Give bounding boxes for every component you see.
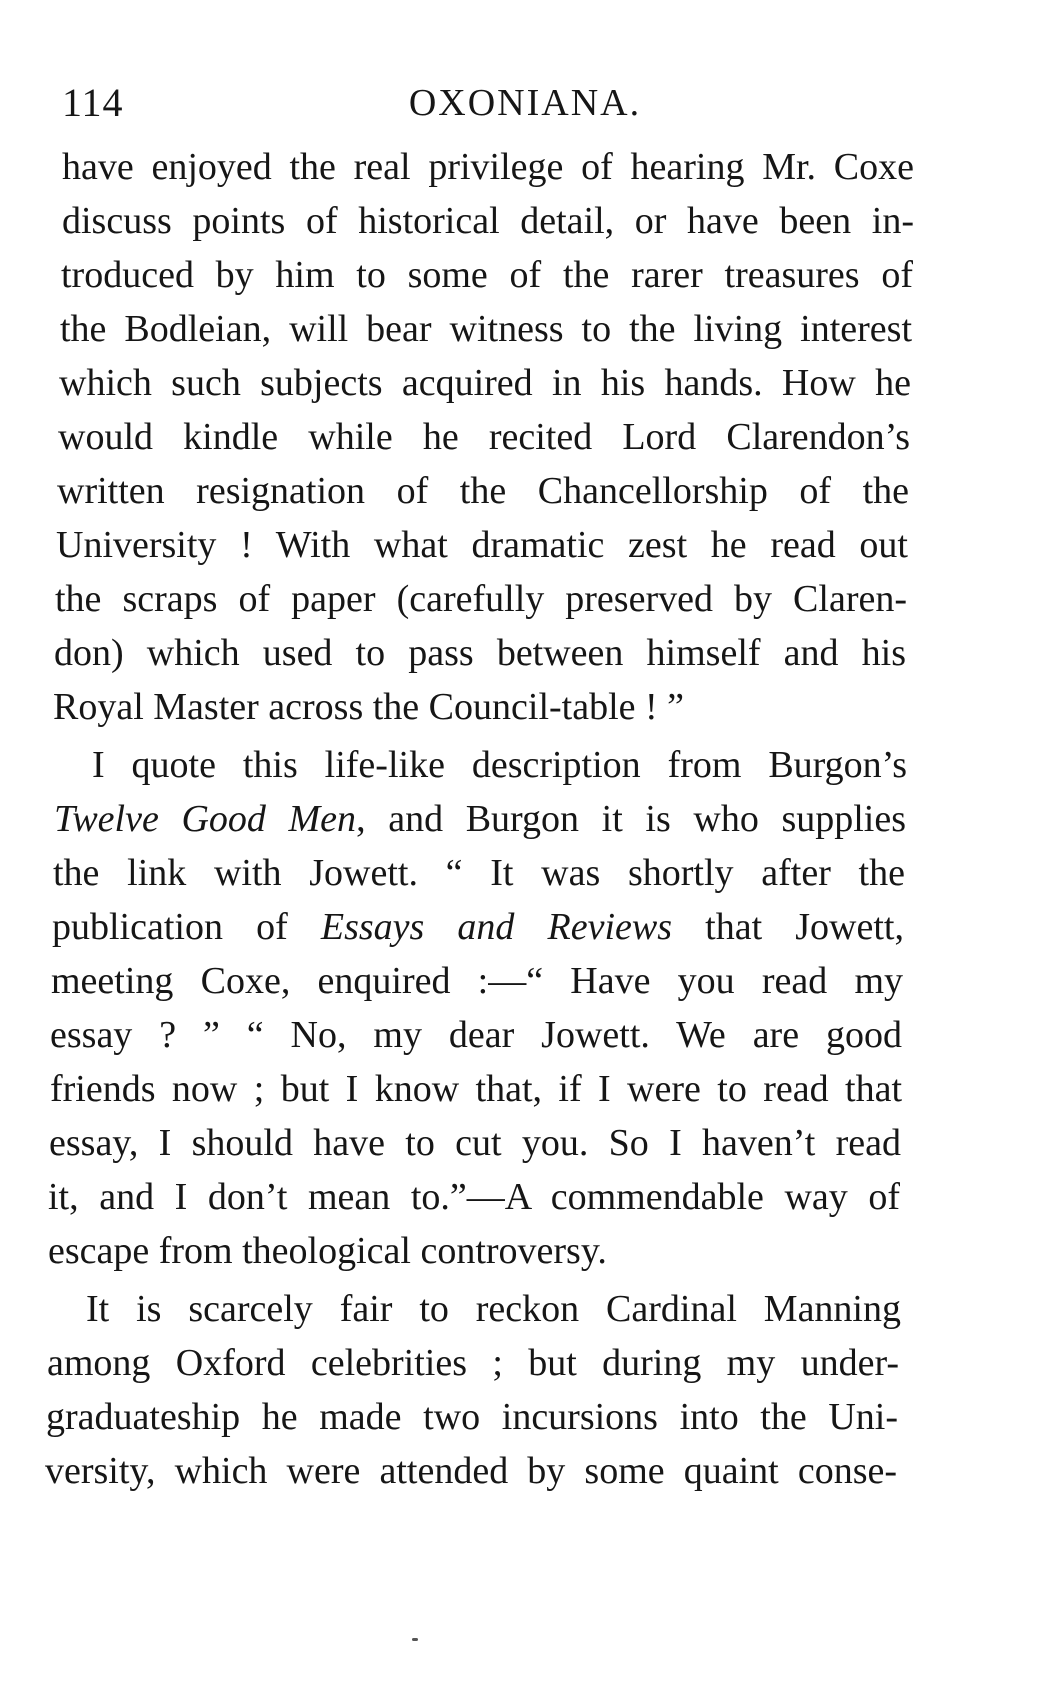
text-line: don) which used to pass between himself and his <box>54 632 906 674</box>
text-line: the scraps of paper (carefully preserved by Claren- <box>55 578 907 620</box>
ink-speck <box>412 1638 418 1641</box>
text-line: escape from theological controversy. <box>48 1230 607 1272</box>
text-line: friends now ; but I know that, if I were to read that <box>50 1068 902 1110</box>
text-line: It is scarcely fair to reckon Cardinal Manning <box>86 1288 901 1330</box>
text-line: it, and I don’t mean to.”—A commendable way of <box>48 1176 900 1218</box>
page-number: 114 <box>62 80 124 125</box>
text-line: would kindle while he recited Lord Clarendon’s <box>58 416 910 458</box>
text-line: which such subjects acquired in his hands. How he <box>59 362 911 404</box>
text-line: the link with Jowett. “ It was shortly after the <box>53 852 905 894</box>
text-line: troduced by him to some of the rarer treasures of <box>61 254 913 296</box>
text-line: University ! With what dramatic zest he read out <box>56 524 908 566</box>
text-line: the Bodleian, will bear witness to the living interest <box>60 308 912 350</box>
text-line: versity, which were attended by some quaint conse- <box>45 1450 897 1492</box>
text-line: among Oxford celebrities ; but during my under- <box>47 1342 899 1384</box>
book-title-italic: Twelve Good Men <box>54 798 357 840</box>
book-title-italic: Essays and Reviews <box>320 906 673 948</box>
text-line: Royal Master across the Council-table ! ” <box>53 686 685 728</box>
text-line: discuss points of historical detail, or have been in- <box>62 200 914 242</box>
text-line: publication of Essays and Reviews that Jowett, <box>52 906 904 948</box>
text-line: graduateship he made two incursions into the Uni- <box>46 1396 898 1438</box>
text-line: essay, I should have to cut you. So I haven’t read <box>49 1122 901 1164</box>
text-line: have enjoyed the real privilege of hearing Mr. Coxe <box>62 146 914 188</box>
text-line: written resignation of the Chancellorship of the <box>57 470 909 512</box>
text-line: I quote this life-like description from Burgon’s <box>92 744 907 786</box>
text-line: essay ? ” “ No, my dear Jowett. We are good <box>50 1014 902 1056</box>
running-head: OXONIANA. <box>408 82 642 124</box>
text-line: Twelve Good Men, and Burgon it is who supplies <box>54 798 906 840</box>
text-line: meeting Coxe, enquired :—“ Have you read my <box>51 960 903 1002</box>
